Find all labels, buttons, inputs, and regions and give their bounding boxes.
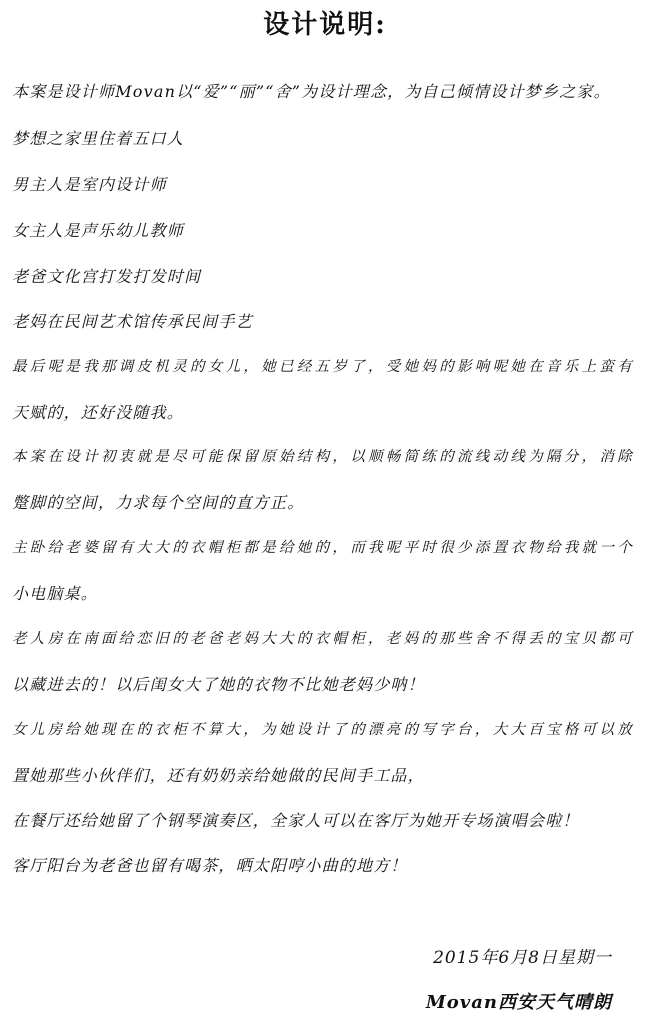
paragraph-line: 本案在设计初衷就是尽可能保留原始结构，以顺畅简练的流线动线为隔分，消除 (12, 449, 635, 465)
paragraph-line: 以藏进去的！以后闺女大了她的衣物不比她老妈少呐！ (12, 675, 425, 694)
paragraph-line: 本案是设计师Movan以“爱”“丽”“舍”为设计理念，为自己倾情设计梦乡之家。 (12, 82, 611, 101)
paragraph-line: 蹩脚的空间，力求每个空间的直方正。 (12, 493, 305, 512)
paragraph-line: 老爸文化宫打发打发时间 (12, 267, 202, 286)
paragraph-line: 老妈在民间艺术馆传承民间手艺 (12, 312, 253, 331)
paragraph-line: 在餐厅还给她留了个钢琴演奏区，全家人可以在客厅为她开专场演唱会啦！ (12, 811, 580, 830)
paragraph-line: 天赋的，还好没随我。 (12, 403, 185, 422)
paragraph-line: 女儿房给她现在的衣柜不算大，为她设计了的漂亮的写字台，大大百宝格可以放 (12, 722, 635, 738)
paragraph-line: 置她那些小伙伴们，还有奶奶亲给她做的民间手工品， (12, 766, 425, 785)
paragraph-line: 女主人是声乐幼儿教师 (12, 221, 185, 240)
paragraph-line: 小电脑桌。 (12, 584, 99, 603)
page-title: 设计说明: (263, 10, 387, 40)
paragraph-line: 主卧给老婆留有大大的衣帽柜都是给她的，而我呢平时很少添置衣物给我就一个 (12, 540, 635, 556)
author-signature: Movan西安天气晴朗 (425, 992, 612, 1013)
paragraph-line: 客厅阳台为老爸也留有喝茶，晒太阳哼小曲的地方！ (12, 856, 408, 875)
paragraph-line: 梦想之家里住着五口人 (12, 129, 185, 148)
document-date: 2015年6月8日星期一 (433, 948, 612, 968)
paragraph-line: 老人房在南面给恋旧的老爸老妈大大的衣帽柜，老妈的那些舍不得丢的宝贝都可 (12, 631, 635, 647)
paragraph-line: 男主人是室内设计师 (12, 175, 167, 194)
paragraph-line: 最后呢是我那调皮机灵的女儿，她已经五岁了，受她妈的影响呢她在音乐上蛮有 (12, 359, 635, 375)
